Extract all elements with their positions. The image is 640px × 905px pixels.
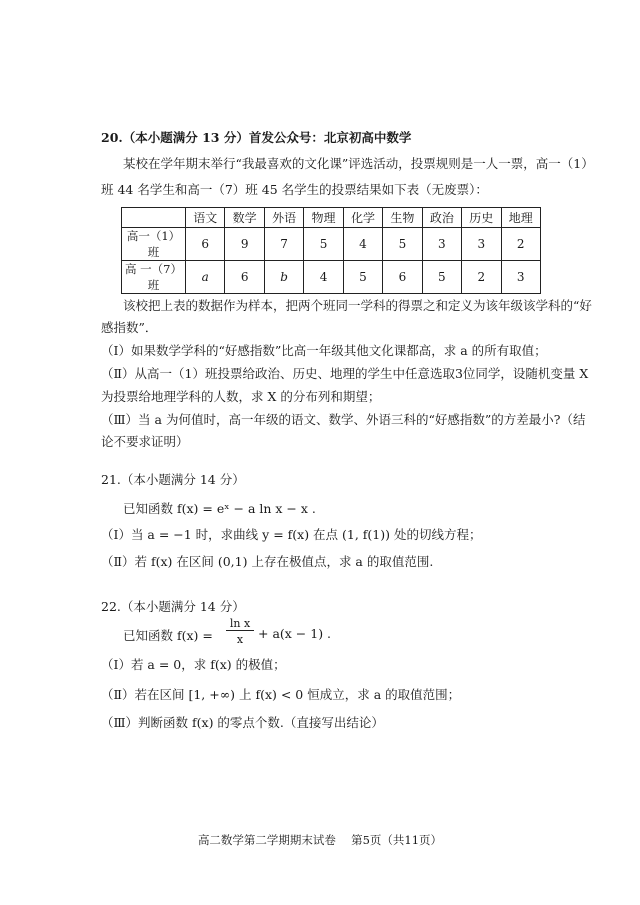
table-row-header: 高一（1）班 (122, 228, 186, 261)
table-cell: 4 (304, 261, 343, 294)
q21-header: 21.（本小题满分 14 分） (101, 472, 245, 487)
table-row-header: 高 一（7）班 (122, 261, 186, 294)
table-cell: 3 (501, 261, 541, 294)
q21-part2: （Ⅱ）若 f(x) 在区间 (0,1) 上存在极值点，求 a 的取值范围. (101, 554, 434, 569)
table-cell: b (264, 261, 303, 294)
q22-given-suffix: + a(x − 1) . (258, 626, 332, 641)
q20-part1: （Ⅰ）如果数学学科的“好感指数”比高一年级其他文化课都高，求 a 的所有取值； (101, 343, 547, 358)
table-cell: 地理 (501, 208, 541, 228)
table-cell: 6 (225, 261, 264, 294)
table-cell: 5 (343, 261, 382, 294)
q20-part2-line2: 为投票给地理学科的人数，求 X 的分布列和期望； (101, 389, 381, 404)
table-header-row (122, 208, 541, 228)
table-cell: 7 (264, 228, 303, 261)
table-cell: 2 (462, 261, 501, 294)
table-cell (122, 208, 186, 228)
table-cell: 2 (501, 228, 541, 261)
table-cell: 历史 (462, 208, 501, 228)
table-cell: 6 (186, 228, 225, 261)
q20-para-line1: 该校把上表的数据作为样本，把两个班同一学科的得票之和定义为该年级该学科的“好 (123, 298, 592, 313)
q20-para-line2: 感指数”． (101, 320, 158, 335)
table-cell: 5 (304, 228, 343, 261)
table-cell: 生物 (383, 208, 422, 228)
table-cell: 9 (225, 228, 264, 261)
q22-part2: （Ⅱ）若在区间 [1, +∞) 上 f(x) < 0 恒成立，求 a 的取值范围； (101, 687, 461, 702)
table-cell: 6 (383, 261, 422, 294)
table-row (122, 228, 541, 261)
q22-given-prefix: 已知函数 f(x) = (123, 628, 213, 643)
q22-fraction-denominator: x (236, 633, 244, 646)
table-cell: 政治 (422, 208, 461, 228)
q20-intro-line1: 某校在学年期末举行“我最喜欢的文化课”评选活动，投票规则是一人一票，高一（1） (123, 156, 594, 171)
q20-header: 20.（本小题满分 13 分）首发公众号：北京初高中数学 (101, 130, 412, 145)
q20-part3-line2: 论不要求证明） (101, 434, 189, 449)
table-cell: 化学 (343, 208, 382, 228)
page-footer: 高二数学第二学期期末试卷 第5页（共11页） (197, 833, 443, 847)
q20-part3-line1: （Ⅲ）当 a 为何值时，高一年级的语文、数学、外语三科的“好感指数”的方差最小?（结 (101, 412, 586, 427)
q22-fraction-numerator: ln x (226, 617, 254, 631)
q21-given: 已知函数 f(x) = eˣ − a ln x − x . (123, 501, 316, 516)
table-cell: 5 (383, 228, 422, 261)
table-cell: 5 (422, 261, 461, 294)
vote-results-table (121, 207, 541, 294)
table-cell: 语文 (186, 208, 225, 228)
table-cell: 外语 (264, 208, 303, 228)
table-cell: a (186, 261, 225, 294)
table-cell: 3 (422, 228, 461, 261)
table-row (122, 261, 541, 294)
table-cell: 3 (462, 228, 501, 261)
table-cell: 4 (343, 228, 382, 261)
q22-header: 22.（本小题满分 14 分） (101, 599, 245, 614)
q22-part1: （Ⅰ）若 a = 0，求 f(x) 的极值； (101, 657, 286, 672)
table-cell: 数学 (225, 208, 264, 228)
q21-part1: （Ⅰ）当 a = −1 时，求曲线 y = f(x) 在点 (1, f(1)) 处的切线方程； (101, 527, 482, 542)
q22-part3: （Ⅲ）判断函数 f(x) 的零点个数.（直接写出结论） (101, 715, 384, 730)
table-cell: 物理 (304, 208, 343, 228)
q20-part2-line1: （Ⅱ）从高一（1）班投票给政治、历史、地理的学生中任意选取3位同学，设随机变量 X (101, 366, 589, 381)
q20-intro-line2: 班 44 名学生和高一（7）班 45 名学生的投票结果如下表（无废票）： (101, 182, 488, 197)
